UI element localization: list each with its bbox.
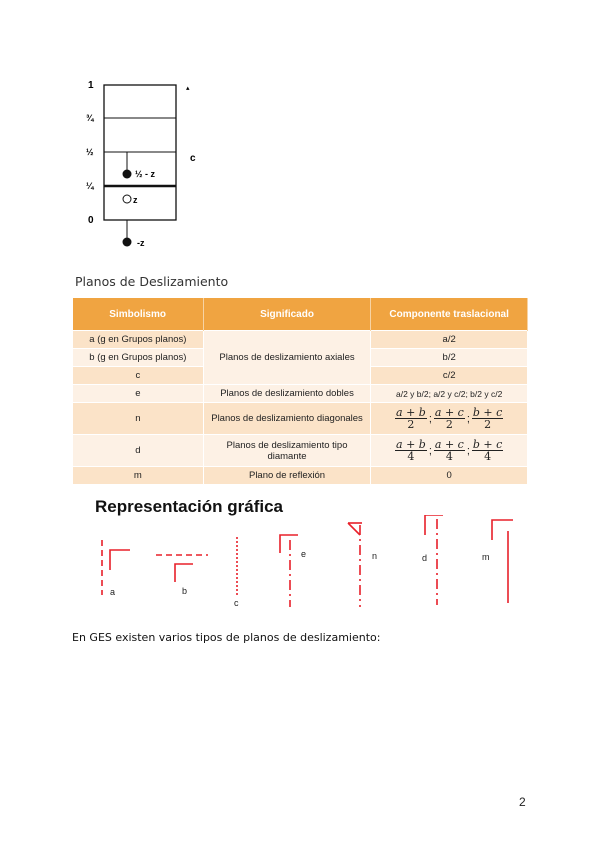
point-label-z: z bbox=[133, 195, 138, 205]
symbol-n-label: n bbox=[372, 551, 378, 561]
symbol-c-label: c bbox=[234, 598, 239, 608]
cell-component-fractions: $\frac{a + b}{2}$ ; $\frac{a + c}{2}$ ; $\frac{b + c}{2}$ bbox=[371, 403, 528, 435]
fraction: $\frac{a + b}{2}$ bbox=[396, 406, 426, 431]
cell-component: a/2 bbox=[371, 331, 528, 349]
cell-component-fractions: $\frac{a + b}{4}$ ; $\frac{a + c}{4}$ ; $\frac{b + c}{4}$ bbox=[371, 435, 528, 467]
symbol-m-label: m bbox=[482, 552, 490, 562]
table-row bbox=[73, 435, 528, 467]
header-meaning: Significado bbox=[203, 298, 371, 331]
point-half-minus-z bbox=[123, 170, 132, 179]
glide-plane-symbols bbox=[90, 515, 530, 615]
axis-arrow: ▴ bbox=[186, 85, 190, 92]
cell-meaning: Planos de deslizamiento dobles bbox=[203, 385, 371, 403]
fraction: $\frac{a + c}{2}$ bbox=[434, 406, 464, 431]
cell-meaning: Planos de deslizamiento tipo diamante bbox=[203, 435, 371, 467]
fraction: $\frac{b + c}{2}$ bbox=[472, 406, 503, 431]
label-three-quarter: ¾ bbox=[86, 113, 94, 123]
cell-component: c/2 bbox=[371, 367, 528, 385]
fraction: $\frac{b + c}{4}$ bbox=[472, 438, 503, 463]
cell-symbol: c bbox=[73, 367, 204, 385]
table-row bbox=[73, 403, 528, 435]
table-header-row bbox=[73, 298, 528, 331]
symbol-a-label: a bbox=[110, 587, 116, 597]
symbol-e-graphic bbox=[280, 535, 298, 607]
intro-text: En GES existen varios tipos de planos de deslizamiento: bbox=[72, 631, 381, 644]
glide-plane-table bbox=[72, 298, 528, 485]
cell-meaning: Plano de reflexión bbox=[203, 467, 371, 485]
section-caption: Planos de Deslizamiento bbox=[75, 274, 229, 289]
cell-symbol: a (g en Grupos planos) bbox=[73, 331, 204, 349]
table-row bbox=[73, 331, 528, 349]
header-component: Componente traslacional bbox=[371, 298, 528, 331]
cell-component: a/2 y b/2; a/2 y c/2; b/2 y c/2 bbox=[371, 385, 528, 403]
cell-symbol: n bbox=[73, 403, 204, 435]
point-label-minus-z: -z bbox=[137, 238, 145, 248]
label-0: 0 bbox=[88, 215, 94, 226]
table-row bbox=[73, 385, 528, 403]
label-1: 1 bbox=[88, 80, 94, 91]
cell-component: b/2 bbox=[371, 349, 528, 367]
point-z bbox=[123, 195, 131, 203]
label-quarter: ¼ bbox=[86, 181, 94, 191]
representation-title: Representación gráfica bbox=[95, 497, 284, 516]
symbol-a-graphic bbox=[102, 540, 130, 595]
cell-symbol: e bbox=[73, 385, 204, 403]
unit-cell-diagram bbox=[80, 75, 220, 255]
table-row bbox=[73, 467, 528, 485]
symbol-d-label: d bbox=[422, 553, 428, 563]
symbol-n-graphic bbox=[348, 523, 362, 607]
symbol-d-graphic bbox=[425, 515, 443, 605]
point-label-half-minus-z: ½ - z bbox=[135, 169, 156, 179]
cell-symbol: b (g en Grupos planos) bbox=[73, 349, 204, 367]
cell-meaning: Planos de deslizamiento axiales bbox=[203, 331, 371, 385]
header-symbol: Simbolismo bbox=[73, 298, 204, 331]
symbol-b-label: b bbox=[182, 586, 188, 596]
fraction: $\frac{a + c}{4}$ bbox=[434, 438, 464, 463]
point-minus-z bbox=[123, 238, 132, 247]
symbol-e-label: e bbox=[301, 549, 307, 559]
cell-symbol: d bbox=[73, 435, 204, 467]
symbol-b-graphic bbox=[156, 555, 208, 582]
cell-meaning: Planos de deslizamiento diagonales bbox=[203, 403, 371, 435]
axis-label-c: c bbox=[190, 153, 196, 164]
fraction: $\frac{a + b}{4}$ bbox=[396, 438, 426, 463]
page-number: 2 bbox=[519, 795, 526, 809]
cell-symbol: m bbox=[73, 467, 204, 485]
symbol-m-graphic bbox=[492, 520, 513, 603]
label-half: ½ bbox=[86, 147, 94, 157]
cell-component: 0 bbox=[371, 467, 528, 485]
